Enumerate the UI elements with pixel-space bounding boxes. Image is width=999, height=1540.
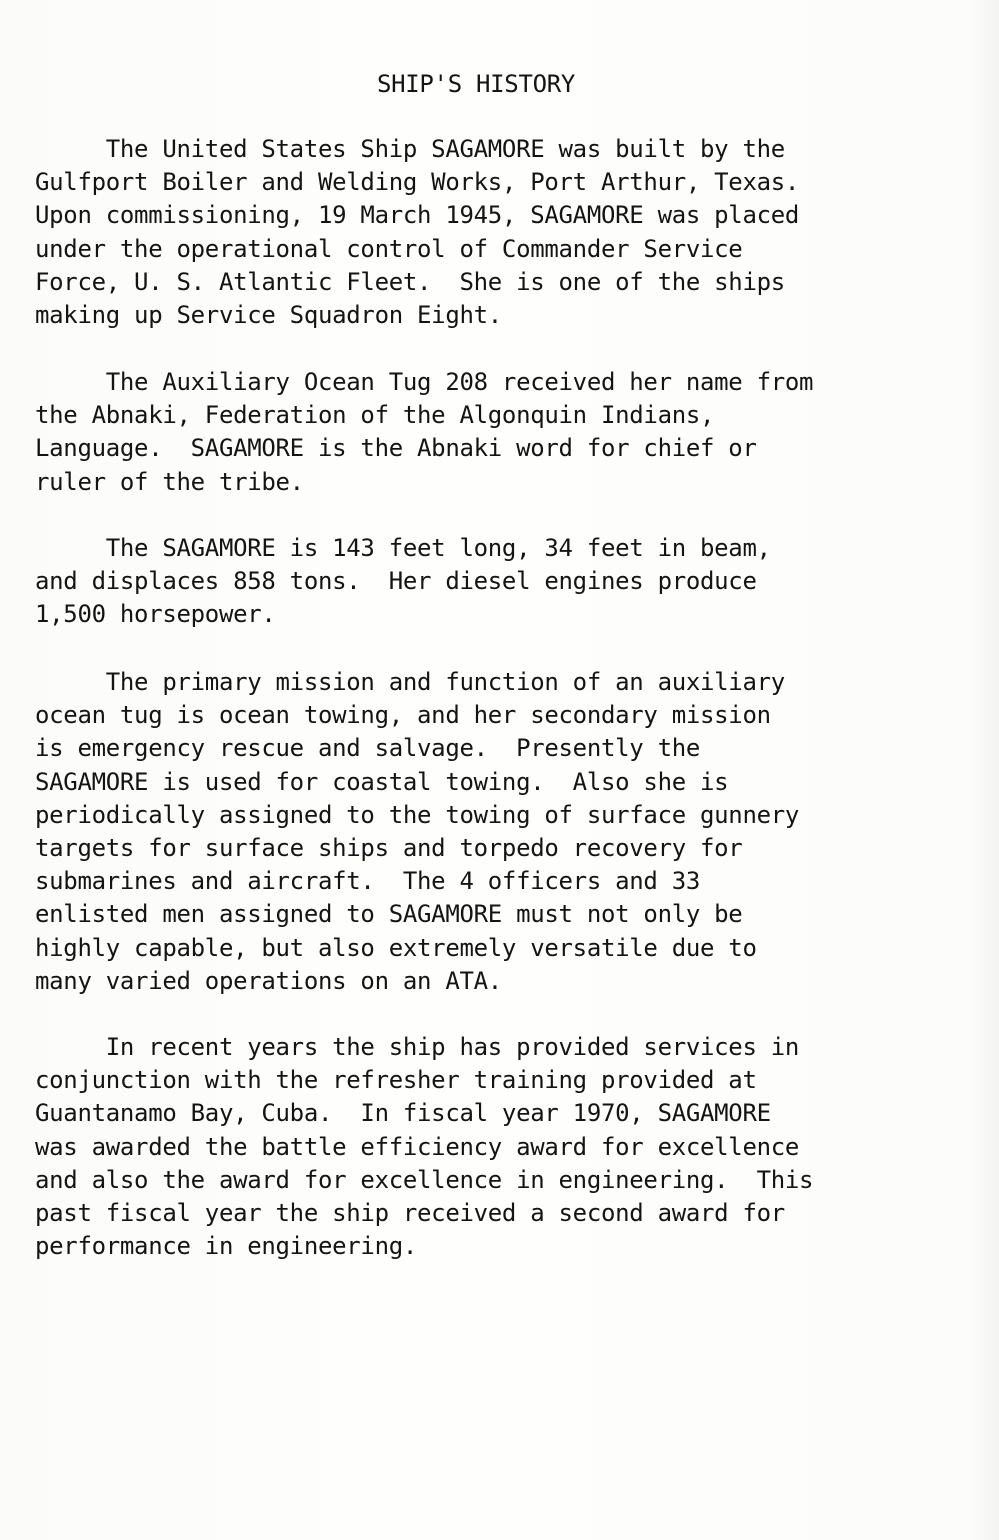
paragraph-name-origin: The Auxiliary Ocean Tug 208 received her name from the Abnaki, Federation of the Algonquin Indians, Language. SAGAMORE is the Abnaki word for chief or ruler of the tribe.: [35, 368, 814, 496]
paragraph-construction: The United States Ship SAGAMORE was built by the Gulfport Boiler and Welding Works, Port Arthur, Texas. Upon commissioning, 19 March 1945, SAGAMORE was placed under the operational control of Commander Service Force, U. S. Atlantic Fleet. She is one of the ships making up Service Squadron Eight.: [35, 135, 800, 330]
page-edge-shadow: [971, 0, 999, 1540]
paragraph-mission: The primary mission and function of an auxiliary ocean tug is ocean towing, and her secondary mission is emergency rescue and salvage. Presently the SAGAMORE is used for coastal towing. Also she is periodically assigned to the towing of surface gunnery targets for surface ships and torpedo recovery for submarines and aircraft. The 4 officers and 33 enlisted men assigned to SAGAMORE must not only be highly capable, but also extremely versatile due to many varied operations on an ATA.: [35, 668, 800, 995]
paragraph-awards: In recent years the ship has provided services in conjunction with the refresher training provided at Guantanamo Bay, Cuba. In fiscal year 1970, SAGAMORE was awarded the battle efficiency award for excellence and also the award for excellence in engineering. This past fiscal year the ship received a second award for performance in engineering.: [35, 1033, 814, 1261]
page-title: SHIP'S HISTORY: [376, 70, 576, 98]
paragraph-specifications: The SAGAMORE is 143 feet long, 34 feet in beam, and displaces 858 tons. Her diesel engines produce 1,500 horsepower.: [35, 534, 771, 629]
